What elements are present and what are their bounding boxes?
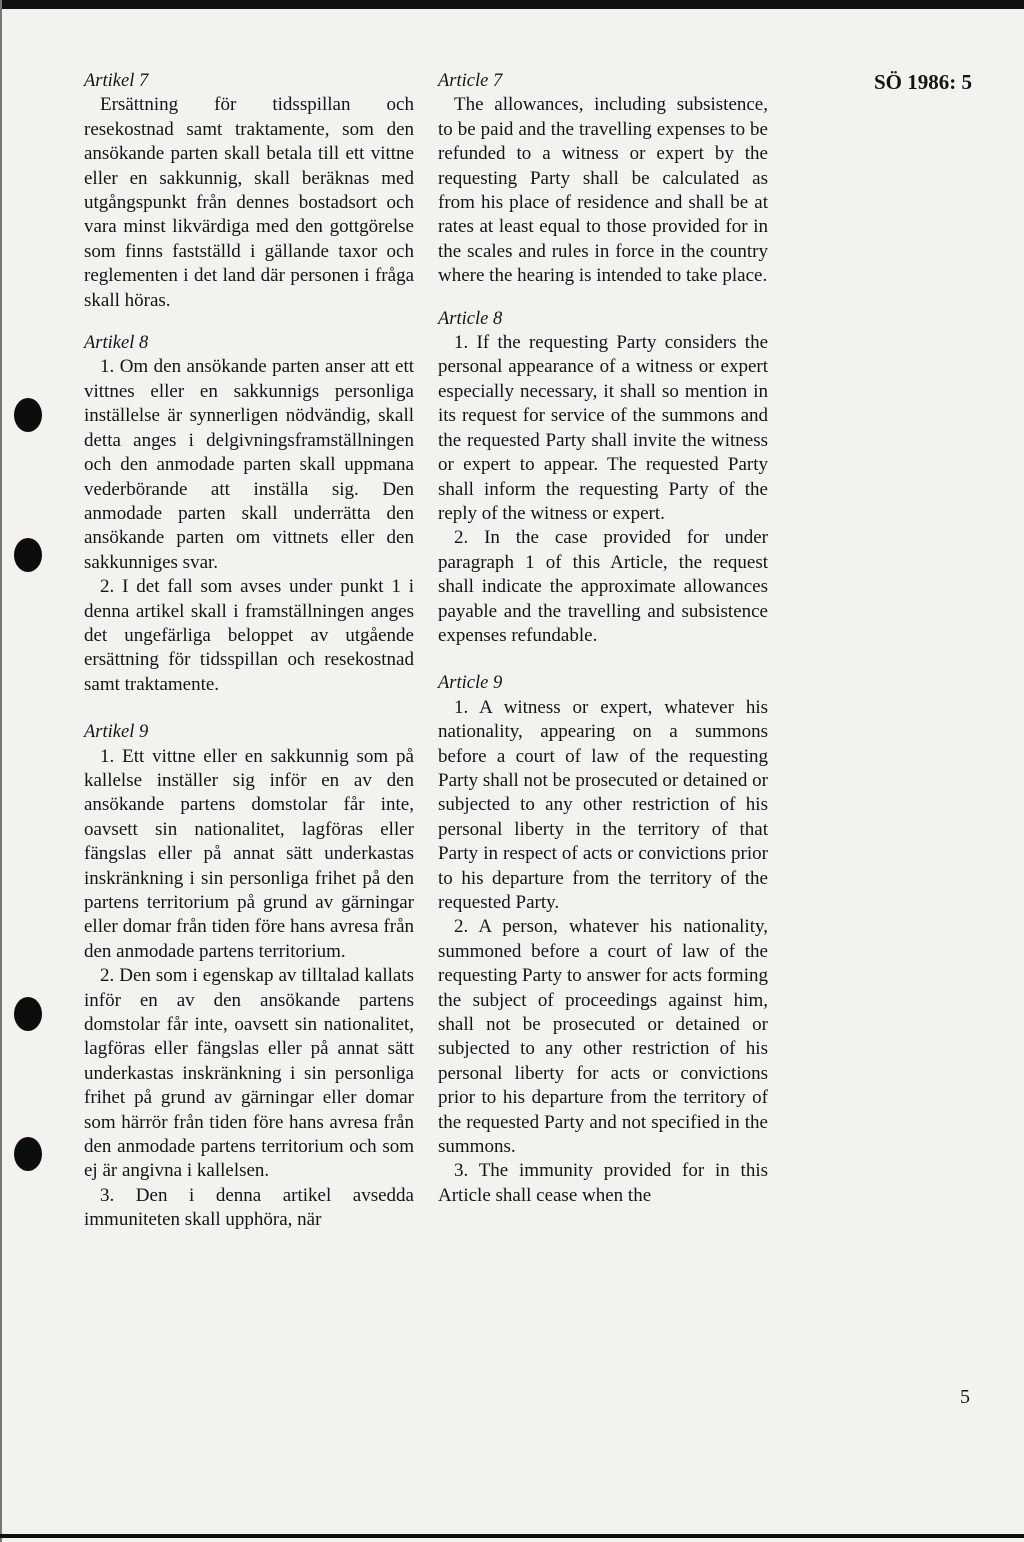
article-paragraph: 1. If the requesting Party considers the personal appearance of a witness or expert especially necessary, it shall so mention in its request for service of the summons and the requested Party shall invite the witness or expert to appear. The requested Party shall inform the requesting Party of the reply of the witness or expert. [438,332,768,524]
article-paragraph: 2. I det fall som avses under punkt 1 i denna artikel skall i framställningen anges det ungefärliga beloppet av utgående ersättning för tidsspillan och resekostnad samt traktamente. [84,576,414,695]
punch-hole [14,997,42,1031]
article-paragraph: The allowances, including subsistence, to be paid and the travelling expenses to be refunded to a witness or expert by the requesting Party shall be calculated as from his place of residence and shall be at rates at least equal to those provided for in the scales and rules in force in the country where the hearing is intended to take place. [438,94,768,287]
article-paragraph: 2. Den som i egenskap av tilltalad kallats inför en av den ansökande partens domstolar får inte, oavsett sin nationalitet, lagföras eller fängslas eller på annat sätt underkastas inskränkning i sin personliga frihet på grund av gärningar eller domar som härrör från tiden före hans avresa från den anmodade partens territorium och som ej är angivna i kallelsen. [84,965,414,1182]
article-heading: Article 8 [438,308,503,329]
article-paragraph: 3. The immunity provided for in this Article shall cease when the [438,1160,768,1206]
article-paragraph: 1. Ett vittne eller en sakkunnig som på kallelse inställer sig inför en av den ansökande partens domstolar får inte, oavsett sin nationalitet, lagföras eller fängslas eller på annat sätt underkastas inskränkning i sin personliga frihet på den partens territorium på grund av gärningar eller domar från tiden före hans avresa från den anmodade partens territorium. [84,745,414,962]
punch-hole [14,398,42,432]
series-label: SÖ 1986: 5 [873,70,972,94]
article-paragraph: 1. Om den ansökande parten anser att ett vittnes eller en sakkunnigs personliga inställelse är synnerligen nödvändig, skall detta anges i delgivningsframställningen och den anmodade parten skall uppmana vederbörande att inställa sig. Den anmodade parten skall underrätta den ansökande parten om vittnets eller den sakkunniges svar. [84,356,414,573]
left-edge-line [0,0,2,1542]
article-heading: Artikel 8 [84,333,149,354]
english-article-8 [438,307,768,649]
swedish-article-9 [84,720,414,1233]
article-paragraph: 3. Den i denna artikel avsedda immuniteten skall upphöra, när [84,1184,414,1231]
article-heading: Artikel 9 [84,722,149,743]
article-heading: Artikel 7 [84,71,149,91]
article-heading: Article 9 [438,673,503,694]
article-paragraph: 1. A witness or expert, whatever his nationality, appearing on a summons before a court of law of the requesting Party shall not be prosecuted or detained or subjected to any other restriction of his personal liberty in the territory of that Party in respect of acts or convictions prior to his departure from the territory of the requested Party. [438,696,768,913]
punch-hole [14,1137,42,1171]
top-rule [0,0,1024,9]
english-article-9 [438,671,768,1208]
article-paragraph: 2. A person, whatever his nationality, summoned before a court of law of the requesting Party to answer for acts forming the subject of proceedings against him, shall not be prosecuted or detained or subjected to any other restriction of his personal liberty for acts or convictions prior to his departure from the territory of the requested Party and not specified in the summons. [438,916,768,1158]
article-paragraph: Ersättning för tidsspillan och resekostnad samt traktamente, som den ansökande parten skall betala till ett vittne eller en sakkunnig, skall beräknas med utgångspunkt från dennes bostadsort och vara minst likvärdiga med den gottgörelse som finns fastställd i gällande taxor och reglementen i det land där personen i fråga skall höras. [84,94,414,311]
page-number: 5 [960,1386,970,1408]
english-column [438,69,768,1208]
article-heading: Article 7 [438,71,503,91]
english-article-7 [438,69,768,289]
swedish-article-7 [84,69,414,313]
article-paragraph: 2. In the case provided for under paragraph 1 of this Article, the request shall indicate the approximate allowances payable and the travelling and subsistence expenses refundable. [438,527,768,646]
swedish-column [84,69,414,1233]
swedish-article-8 [84,331,414,697]
bottom-rule [0,1534,1024,1538]
punch-hole [14,538,42,572]
